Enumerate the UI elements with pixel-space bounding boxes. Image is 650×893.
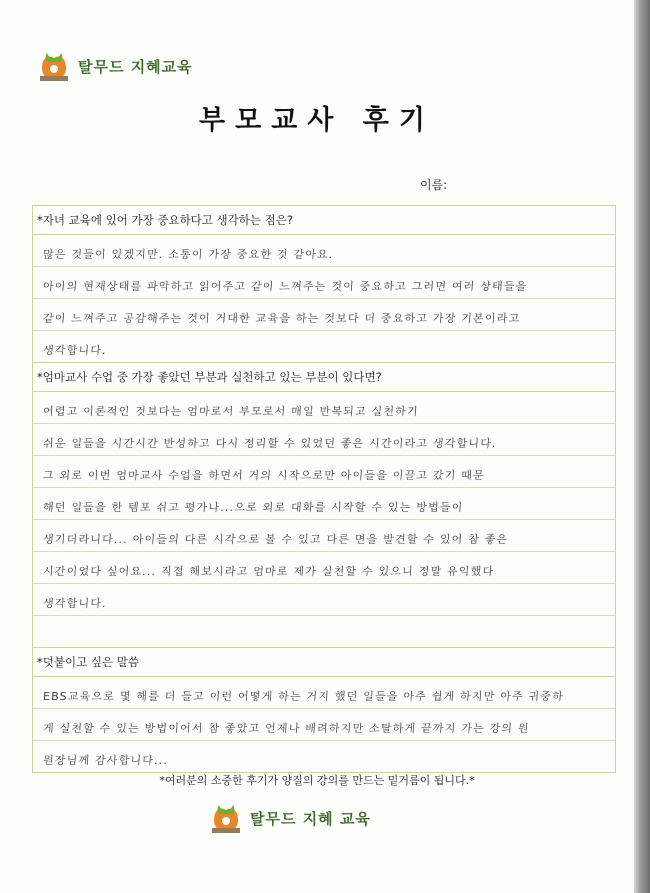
answer-text: 어렵고 이론적인 것보다는 엄마로서 부모로서 매일 반복되고 실천하기	[42, 405, 420, 418]
review-form	[32, 205, 616, 773]
footer-note: *여러분의 소중한 후기가 양질의 강의를 만드는 밑거름이 됩니다.*	[159, 774, 475, 787]
talmud-logo-icon	[208, 800, 244, 836]
answer-text: 아이의 현재상태를 파악하고 읽어주고 같이 느껴주는 것이 중요하고 그러면 여러 상태들을	[42, 280, 528, 293]
answer-text: 많은 것들이 있겠지만. 소통이 가장 중요한 것 같아요.	[42, 248, 335, 261]
section-education-priority	[33, 206, 615, 362]
answer-line	[33, 584, 615, 616]
answer-line	[33, 331, 615, 362]
question-label: *엄마교사 수업 중 가장 좋았던 부분과 실천하고 있는 부분이 있다면?	[33, 363, 615, 392]
section-additional-comments	[33, 647, 615, 772]
header-logo	[36, 48, 193, 84]
question-label: *자녀 교육에 있어 가장 중요하다고 생각하는 점은?	[33, 206, 615, 235]
answer-line	[33, 741, 615, 772]
answer-text: 그 외로 이번 엄마교사 수업을 하면서 거의 시작으로만 아이들을 이끌고 갔기 때문	[42, 469, 486, 482]
answer-line	[33, 709, 615, 741]
talmud-logo-icon	[36, 48, 72, 84]
answer-text: 생기더라니다... 아이들의 다른 시각으로 볼 수 있고 다른 면을 발견할 수 있어 참 좋은	[42, 533, 509, 546]
answer-line	[33, 616, 615, 647]
answer-line	[33, 235, 615, 267]
name-label: 이름:	[420, 178, 448, 192]
scan-edge-shadow	[634, 0, 650, 893]
answer-text: EBS교육으로 몇 해를 더 들고 이런 어떻게 하는 거지 했던 일들을 아주 쉽게 하지만 아주 귀중하	[42, 690, 565, 703]
answer-line	[33, 520, 615, 552]
answer-text: 쉬운 일들을 시간시간 반성하고 다시 정리할 수 있었던 좋은 시간이라고 생각합니다.	[42, 437, 498, 450]
answer-line	[33, 267, 615, 299]
answer-line	[33, 677, 615, 709]
page-title: 부모교사 후기	[199, 105, 435, 136]
answer-text: 생각합니다.	[42, 344, 108, 357]
question-label: *덧붙이고 싶은 말씀	[33, 648, 615, 677]
footer-logo	[208, 800, 371, 836]
answer-text: 해던 일들을 한 템포 쉬고 평가나...으로 외로 대화를 시작할 수 있는 방법들이	[42, 501, 464, 514]
section-best-part	[33, 362, 615, 647]
footer-logo-text: 탈무드 지혜 교육	[250, 809, 371, 828]
header-logo-text: 탈무드 지혜교육	[78, 57, 193, 76]
answer-text: 원장님께 감사합니다...	[42, 754, 169, 767]
answer-line	[33, 392, 615, 424]
answer-line	[33, 456, 615, 488]
answer-line	[33, 424, 615, 456]
answer-line	[33, 552, 615, 584]
answer-line	[33, 488, 615, 520]
answer-text: 시간이었다 싶어요... 직접 해보시라고 엄마로 제가 실천할 수 있으니 정말 유익했다	[42, 565, 495, 578]
answer-text: 생각합니다.	[42, 597, 108, 610]
answer-line	[33, 299, 615, 331]
answer-text: 같이 느껴주고 공감해주는 것이 거대한 교육을 하는 것보다 더 중요하고 가장 기본이라고	[42, 312, 521, 325]
answer-text: 게 실천할 수 있는 방법이어서 참 좋았고 언제나 배려하지만 소탈하게 끝까지 가는 강의 원	[42, 722, 531, 735]
